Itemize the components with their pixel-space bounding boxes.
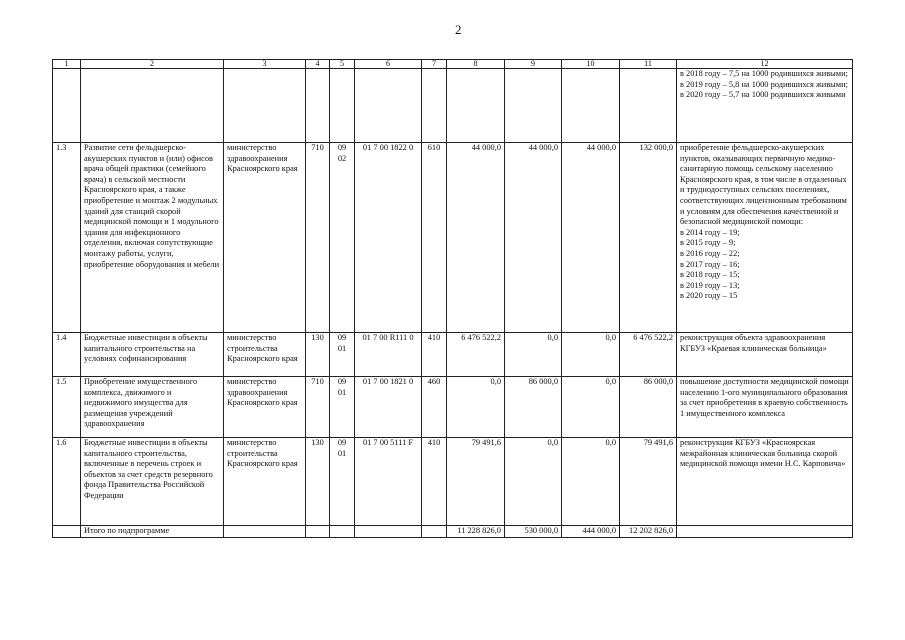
- empty-cell: [306, 526, 330, 538]
- amount-col9-cell: 0,0: [505, 333, 562, 377]
- total-amount-col8: 11 228 826,0: [447, 526, 505, 538]
- item-number-cell: 1.6: [53, 438, 81, 526]
- expected-result-cell: приобретение фельдшерско-акушерских пунктов, оказывающих первичную медико-санитарную помощь сельскому населению Красноярского края, в том числе в отдаленных и труднодоступных сельских поселениях, соответствующих лицензионным требованиям и условиям для обеспечения качественной и безопасной медицинской помощи: в 2014 году – 19; в 2015 году – 9; в 2016 году – 22; в 2017 году – 16; в 2018 году – 15; в 2019 году – 13; в 2020 году – 15: [677, 143, 853, 333]
- column-number-5: 5: [330, 60, 355, 69]
- grbs-code-cell: [306, 69, 330, 143]
- budget-table: [52, 59, 853, 538]
- responsible-executor-cell: [224, 69, 306, 143]
- column-number-2: 2: [81, 60, 224, 69]
- table-row: [53, 143, 853, 333]
- item-number-cell: 1.5: [53, 377, 81, 438]
- responsible-executor-cell: министерство строительства Красноярского края: [224, 438, 306, 526]
- grbs-code-cell: 710: [306, 143, 330, 333]
- column-number-4: 4: [306, 60, 330, 69]
- page-number: 2: [455, 22, 462, 37]
- amount-col8-cell: 79 491,6: [447, 438, 505, 526]
- target-item-code-cell: 01 7 00 5111 F: [355, 438, 422, 526]
- table-row: [53, 333, 853, 377]
- amount-col10-cell: 0,0: [562, 438, 620, 526]
- measure-name-cell: Развитие сети фельдшерско-акушерских пунктов и (или) офисов врача общей практики (семейного врача) в сельской местности Красноярского края, а также приобретение и монтаж 2 модульных зданий для станций скорой медицинской помощи и 1 модульного здания для инфекционного отделения, включая сопутствующие монтажу работы, услуги, приобретение оборудования и мебели: [81, 143, 224, 333]
- expense-type-cell: 410: [422, 333, 447, 377]
- amount-total-cell: 86 000,0: [620, 377, 677, 438]
- amount-total-cell: 132 000,0: [620, 143, 677, 333]
- expense-type-cell: [422, 69, 447, 143]
- table-row: [53, 438, 853, 526]
- empty-cell: [355, 526, 422, 538]
- column-number-11: 11: [620, 60, 677, 69]
- empty-cell: [677, 526, 853, 538]
- total-amount-col10: 444 000,0: [562, 526, 620, 538]
- column-number-6: 6: [355, 60, 422, 69]
- table-row: [53, 69, 853, 143]
- column-number-10: 10: [562, 60, 620, 69]
- total-row: [53, 526, 853, 538]
- measure-name-cell: Бюджетные инвестиции в объекты капитального строительства на условиях софинансирования: [81, 333, 224, 377]
- item-number-cell: 1.3: [53, 143, 81, 333]
- section-code-cell: 09 01: [330, 438, 355, 526]
- amount-col8-cell: [447, 69, 505, 143]
- measure-name-cell: Приобретение имущественного комплекса, движимого и недвижимого имущества для размещения учреждений здравоохранения: [81, 377, 224, 438]
- expected-result-cell: реконструкция КГБУЗ «Красноярская межрайонная клиническая больница скорой медицинской помощи имени Н.С. Карповича»: [677, 438, 853, 526]
- section-code-cell: 09 02: [330, 143, 355, 333]
- responsible-executor-cell: министерство здравоохранения Красноярского края: [224, 377, 306, 438]
- section-code-cell: 09 01: [330, 333, 355, 377]
- total-label: Итого по подпрограмме: [81, 526, 224, 538]
- amount-col8-cell: 44 000,0: [447, 143, 505, 333]
- amount-col10-cell: 0,0: [562, 333, 620, 377]
- measure-name-cell: Бюджетные инвестиции в объекты капитального строительства, включенные в перечень строек и объектов за счет средств резервного фонда Правительства Российской Федерации: [81, 438, 224, 526]
- amount-total-cell: [620, 69, 677, 143]
- empty-cell: [224, 526, 306, 538]
- amount-total-cell: 79 491,6: [620, 438, 677, 526]
- responsible-executor-cell: министерство строительства Красноярского края: [224, 333, 306, 377]
- measure-name-cell: [81, 69, 224, 143]
- amount-col9-cell: 86 000,0: [505, 377, 562, 438]
- target-item-code-cell: 01 7 00 1822 0: [355, 143, 422, 333]
- target-item-code-cell: 01 7 00 R111 0: [355, 333, 422, 377]
- section-code-cell: 09 01: [330, 377, 355, 438]
- amount-col8-cell: 6 476 522,2: [447, 333, 505, 377]
- amount-col10-cell: 44 000,0: [562, 143, 620, 333]
- total-amount-col9: 530 000,0: [505, 526, 562, 538]
- column-number-header-row: [53, 60, 853, 69]
- grbs-code-cell: 130: [306, 333, 330, 377]
- amount-total-cell: 6 476 522,2: [620, 333, 677, 377]
- responsible-executor-cell: министерство здравоохранения Красноярского края: [224, 143, 306, 333]
- grbs-code-cell: 130: [306, 438, 330, 526]
- target-item-code-cell: 01 7 00 1821 0: [355, 377, 422, 438]
- column-number-8: 8: [447, 60, 505, 69]
- amount-col8-cell: 0,0: [447, 377, 505, 438]
- section-code-cell: [330, 69, 355, 143]
- empty-cell: [422, 526, 447, 538]
- amount-col9-cell: [505, 69, 562, 143]
- empty-cell: [53, 526, 81, 538]
- column-number-1: 1: [53, 60, 81, 69]
- column-number-3: 3: [224, 60, 306, 69]
- empty-cell: [330, 526, 355, 538]
- expected-result-cell: в 2018 году – 7,5 на 1000 родившихся живыми; в 2019 году – 5,8 на 1000 родившихся живыми; в 2020 году – 5,7 на 1000 родившихся живыми: [677, 69, 853, 143]
- total-amount-total: 12 202 826,0: [620, 526, 677, 538]
- expense-type-cell: 410: [422, 438, 447, 526]
- item-number-cell: 1.4: [53, 333, 81, 377]
- target-item-code-cell: [355, 69, 422, 143]
- expense-type-cell: 610: [422, 143, 447, 333]
- expense-type-cell: 460: [422, 377, 447, 438]
- item-number-cell: [53, 69, 81, 143]
- column-number-7: 7: [422, 60, 447, 69]
- column-number-12: 12: [677, 60, 853, 69]
- amount-col9-cell: 0,0: [505, 438, 562, 526]
- amount-col10-cell: [562, 69, 620, 143]
- amount-col9-cell: 44 000,0: [505, 143, 562, 333]
- expected-result-cell: повышение доступности медицинской помощи населению 1-ого муниципального образования за счет приобретения в краевую собственность 1 имущественного комплекса: [677, 377, 853, 438]
- amount-col10-cell: 0,0: [562, 377, 620, 438]
- expected-result-cell: реконструкция объекта здравоохранения КГБУЗ «Краевая клиническая больница»: [677, 333, 853, 377]
- grbs-code-cell: 710: [306, 377, 330, 438]
- table-row: [53, 377, 853, 438]
- column-number-9: 9: [505, 60, 562, 69]
